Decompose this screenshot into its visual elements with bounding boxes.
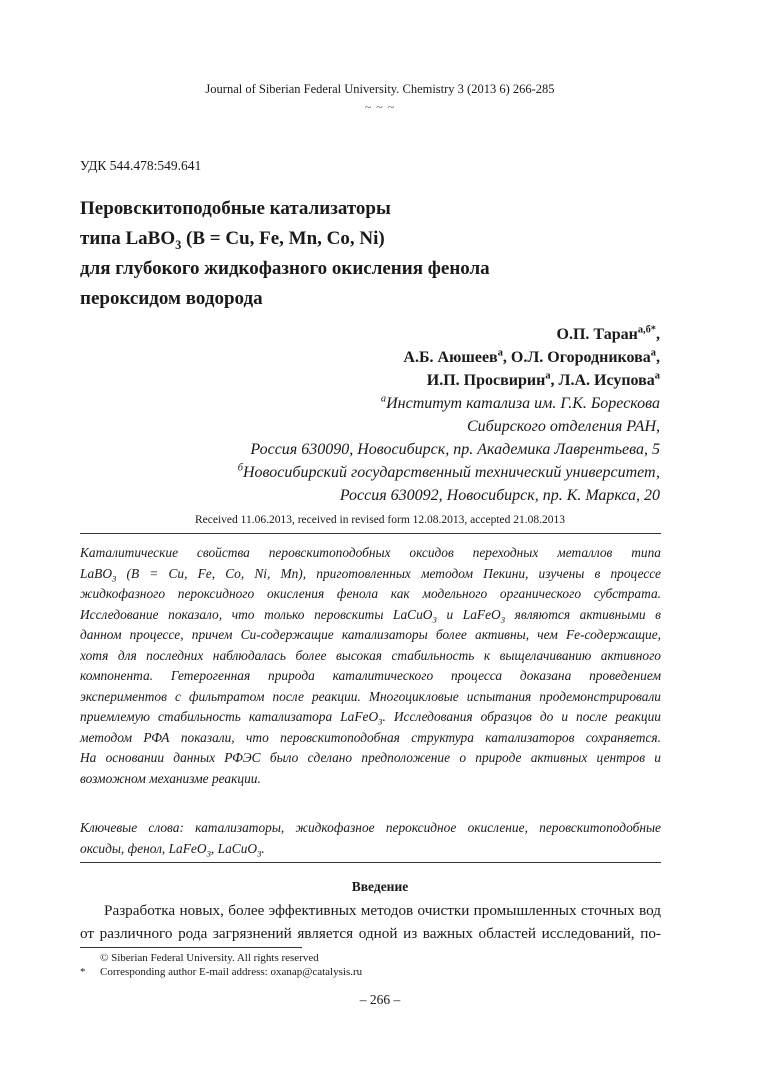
title-line: пероксидом водорода: [80, 288, 263, 309]
udc-code: УДК 544.478:549.641: [80, 158, 202, 173]
body-line: Разработка новых, более эффективных методов очистки промышленных сточных вод: [104, 902, 661, 919]
intro-paragraph: [80, 900, 661, 945]
abstract-line: Исследование показало, что только перовскиты LaCuO$_3$ и LaFeO$_3$ являются активными в: [80, 606, 661, 625]
abstract-line: возможном механизме реакции.: [80, 770, 261, 786]
abstract-line: жидкофазного пероксидного окисления фенола как модельного органического субстрата.: [80, 586, 661, 601]
footnote-corresponding: * Corresponding author E-mail address: oxanap@catalysis.ru: [80, 966, 363, 978]
header-ornament: ~ ~ ~: [364, 100, 396, 114]
title-line: Перовскитоподобные катализаторы: [80, 198, 391, 219]
author-name: О.Л. Огородникова: [510, 349, 651, 366]
abstract-line: компонента. Гетерогенная природа каталитического процесса доказана проведением: [80, 668, 661, 683]
affiliation-line: $^а$Институт катализа им. Г.К. Борескова: [380, 393, 660, 412]
received-dates: Received 11.06.2013, received in revised form 12.08.2013, accepted 21.08.2013: [194, 514, 566, 526]
keywords-line: Ключевые слова: катализаторы, жидкофазное пероксидное окисление, перовскитоподобные: [80, 820, 661, 835]
affiliation-line: Россия 630090, Новосибирск, пр. Академика Лаврентьева, 5: [250, 441, 660, 458]
abstract-line: методом РФА показали, что перовскитоподобная структура катализаторов сохраняется.: [80, 729, 661, 745]
abstract-top-rule: [80, 533, 661, 534]
footnote-copyright: © Siberian Federal University. All rights reserved: [100, 952, 319, 964]
page-number: – 266 –: [359, 992, 401, 1007]
abstract-line: данном процессе, причем Cu-содержащие катализаторы более активны, чем Fe-содержащие,: [80, 627, 661, 642]
affiliation-line: $^б$Новосибирский государственный технический университет,: [237, 462, 660, 481]
body-line: от различного рода загрязнений является одной из важных областей исследований, по-: [80, 924, 661, 942]
title-line: для глубокого жидкофазного окисления фенола: [80, 258, 490, 279]
journal-header: Journal of Siberian Federal University. Chemistry 3 (2013 6) 266-285: [205, 82, 555, 96]
author-line: О.П. Таран$^{а,б*}$,: [556, 324, 660, 343]
abstract-line: LaBO$_3$ (B = Cu, Fe, Co, Ni, Mn), приготовленных методом Пекини, изучены в процессе: [80, 565, 661, 584]
abstract-line: экспериментов с фильтратом после реакции. Многоцикловые испытания продемонстрировали: [80, 688, 661, 704]
author-line: А.Б. Аюшеев$^а$, О.Л. Огородникова$^а$,: [403, 347, 660, 366]
keywords-bottom-rule: [80, 862, 661, 863]
author-name: А.Б. Аюшеев: [403, 349, 498, 366]
keywords-line: оксиды, фенол, LaFeO$_3$, LaCuO$_3$.: [80, 840, 265, 859]
abstract-line: На основании данных РФЭС было сделано предположение о природе активных центров и: [80, 750, 661, 765]
abstract: [80, 543, 661, 789]
affiliation-line: Россия 630092, Новосибирск, пр. К. Маркса, 20: [339, 487, 660, 504]
author-name: Л.А. Исупова: [558, 372, 655, 389]
keywords: [80, 818, 661, 859]
abstract-line: хотя для последних наблюдалась более высокая стабильность к выщелачиванию активного: [80, 647, 661, 663]
author-line: И.П. Просвирин$^а$, Л.А. Исупова$^а$: [426, 370, 660, 389]
author-block: [80, 323, 660, 507]
title-line: типа LaBO$_3$ (B = Cu, Fe, Mn, Co, Ni): [80, 228, 385, 252]
footnote-rule: [80, 947, 302, 948]
abstract-line: Каталитические свойства перовскитоподобных оксидов переходных металлов типа: [80, 545, 661, 560]
author-name: И.П. Просвирин: [426, 372, 546, 389]
article-title: [80, 194, 640, 314]
section-heading: Введение: [351, 879, 409, 894]
affiliation-line: Сибирского отделения РАН,: [466, 418, 660, 435]
author-name: О.П. Таран: [556, 326, 638, 343]
abstract-line: приемлемую стабильность катализатора LaFeO$_3$. Исследования образцов до и после реакции: [80, 709, 661, 727]
